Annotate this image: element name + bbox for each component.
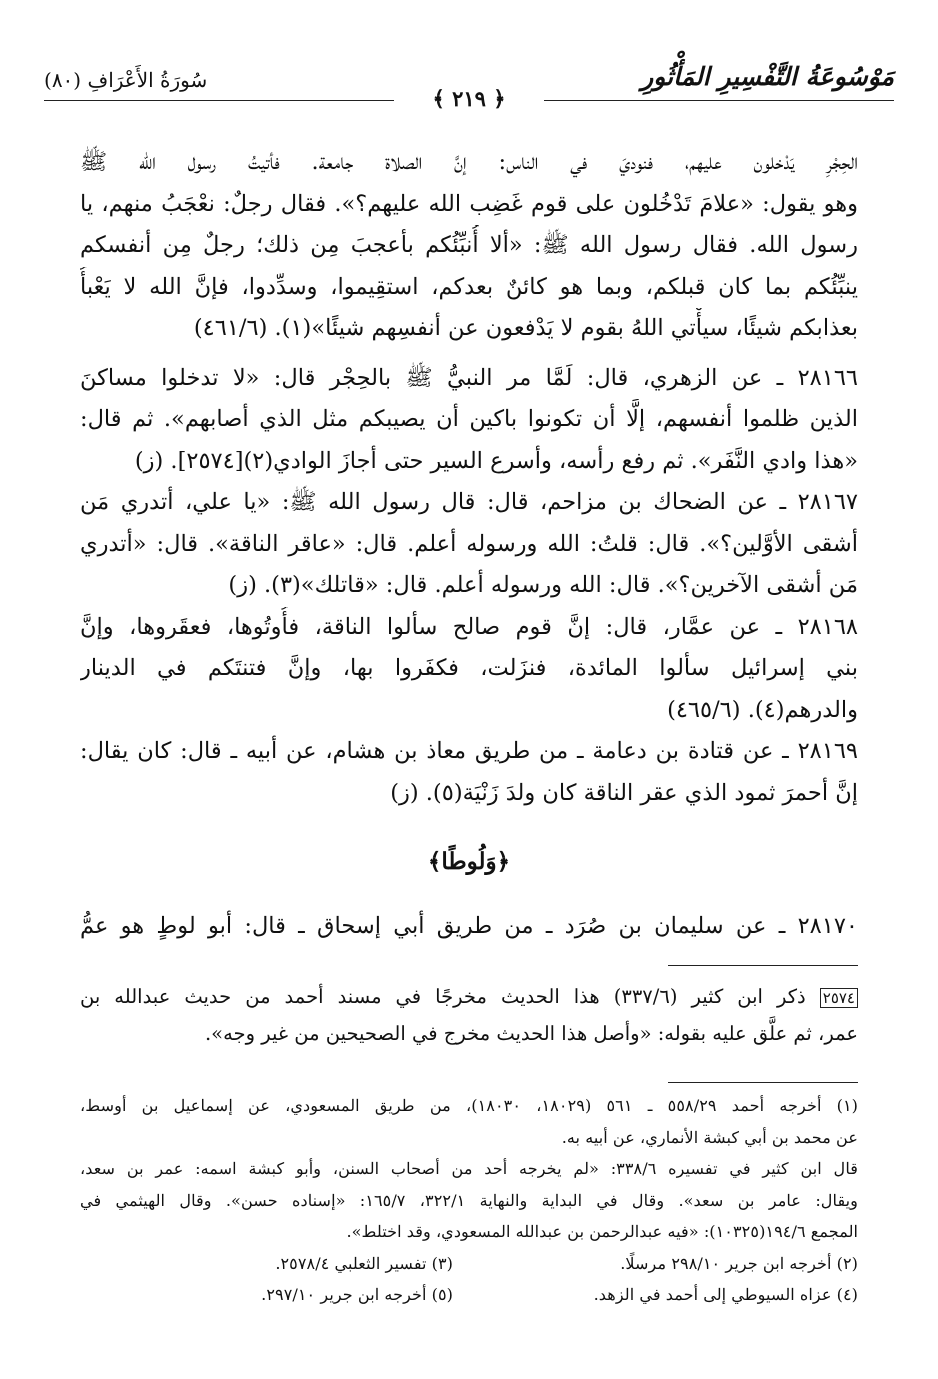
section-title: ﴿وَلُوطًا﴾ [427,848,511,875]
hadith-28168-line: والدرهم(٤). (٤٦٥/٦) [667,696,858,723]
hadith-28169-line: إنَّ أحمرَ ثمود الذي عقر الناقة كان ولدَ زَنْيَة(٥). (ز) [390,779,858,806]
header-rule-right [544,100,894,101]
footnote-line: عن محمد بن أبي كبشة الأنماري، عن أبيه به. [561,1127,858,1147]
hadith-28167-line: ٢٨١٦٧ ـ عن الضحاك بن مزاحم، قال: قال رسول الله ﷺ: «يا علي، أتدري مَن [80,489,858,515]
hadith-28166-line: ٢٨١٦٦ ـ عن الزهري، قال: لَمَّا مر النبيُّ ﷺ بالحِجْر قال: «لا تدخلوا مساكنَ [80,364,858,391]
footnote-line: المجمع ١٩٤/٦(١٠٣٢٥): «فيه عبدالرحمن بن عبدالله المسعودي، وقد اختلط». [346,1222,858,1241]
footnote-pair [80,1248,858,1280]
text-line: الحِجْرِ يَدْخلون عليهم، فنوديَ في الناس: إنَّ الصلاة جامعة. فأتيتُ رسول الله ﷺ [80,149,858,175]
note-line-text: ذكر ابن كثير (٣٣٧/٦) هذا الحديث مخرجًا في مسند أحمد من حديث عبدالله بن [80,985,806,1008]
note-line [80,978,858,1015]
text-line: وهو يقول: «علامَ تَدْخُلون على قوم غَضِب الله عليهم؟». فقال رجلٌ: نعْجَبُ منهم، يا [80,190,858,217]
footnotes [80,1090,858,1311]
hadith-28170 [80,906,858,948]
note-line: عمر، ثم علَّق عليه بقوله: «وأصل هذا الحديث مخرج في الصحيحين من غير وجه». [204,1022,858,1045]
hadith-28167-line: أشقى الأوَّلين؟». قال: قلتُ: الله ورسوله أعلم. قال: «عاقر الناقة». قال: «أتدري [80,530,858,557]
hadith-28166-line: الذين ظلموا أنفسهم، إلَّا أن تكونوا باكين أن يصيبكم مثل الذي أصابهم». ثم قال: [80,406,858,432]
hadith-28170-line: ٢٨١٧٠ ـ عن سليمان بن صُرَد ـ من طريق أبي إسحاق ـ قال: أبو لوطٍ هو عمُّ [80,913,858,939]
text-line: رسول الله. فقال رسول الله ﷺ: «ألا أُنبِّئُكم بأعجبَ مِن ذلك؛ رجلٌ مِن أنفسكم [80,232,858,258]
surah-label: سُورَةُ الأَعْرَافِ (٨٠) [44,68,208,92]
footnote-item: (٥) أخرجه ابن جرير ٢٩٧/١٠. [261,1285,453,1304]
main-text [80,142,858,814]
footnote-line: (١) أخرجه أحمد ٥٥٨/٢٩ ـ ٥٦١ (١٨٠٢٩، ١٨٠٣٠)، من طريق المسعودي، عن إسماعيل بن أوسط، [80,1096,858,1115]
hadith-28168-line: ٢٨١٦٨ ـ عن عمَّار، قال: إنَّ قوم صالح سألوا الناقة، فأُوتُوها، فعقَروها، وإنَّ [80,613,858,640]
note-ref-box: ٢٥٧٤ [820,988,858,1008]
running-header [44,62,894,111]
text-line: ينبِّئُكم بما كان قبلكم، وبما هو كائنٌ بعدكم، استقِيموا، وسدِّدوا، فإنَّ الله لا يَعْبأُ [80,273,858,300]
footnote-line: ويقال: عامر بن سعد». وقال في البداية والنهاية ٣٢٢/١، ١٦٥/٧: «إسناده حسن». وقال الهيثمي في [80,1190,858,1210]
page-number: ﴿ ٢١٩ ﴾ [422,86,515,111]
footnote-item: (٤) عزاه السيوطي إلى أحمد في الزهد. [593,1285,858,1304]
footnote-line: قال ابن كثير في تفسيره ٣٣٨/٦: «لم يخرجه أحد من أصحاب السنن، وأبو كبشة اسمه: عمر بن سعد، [80,1159,858,1178]
note-separator [668,965,858,966]
book-title: مَوْسُوعَةُ التَّفْسِيرِ المَأْثُورِ [641,62,894,91]
footnote-item: (٢) أخرجه ابن جرير ٢٩٨/١٠ مرسلًا. [620,1253,858,1273]
footnote-item: (٣) تفسير الثعلبي ٢٥٧٨/٤. [275,1253,453,1273]
hadith-28168-line: بني إسرائيل سألوا المائدة، فنزَلت، فكفَروا بها، وإنَّ فتنتَكم في الدينار [80,655,858,681]
header-rule-left [44,100,394,101]
hadith-28169-line: ٢٨١٦٩ ـ عن قتادة بن دعامة ـ من طريق معاذ بن هشام، عن أبيه ـ قال: كان يقال: [80,738,858,764]
hadith-28167-line: مَن أشقى الآخرين؟». قال: الله ورسوله أعلم. قال: «قاتلك»(٣). (ز) [228,572,858,598]
hadith-28166-line: «هذا وادي النَّفَر». ثم رفع رأسه، وأسرع السير حتى أجازَ الوادي(٢)[٢٥٧٤]. (ز) [134,447,858,474]
editor-note [80,978,858,1052]
text-line: بعذابكم شيئًا، سيأْتي اللهُ بقوم لا يَدْفعون عن أنفسِهم شيئًا»(١). (٤٦١/٦) [193,315,858,341]
footnote-separator [668,1082,858,1083]
footnote-pair [80,1279,858,1311]
